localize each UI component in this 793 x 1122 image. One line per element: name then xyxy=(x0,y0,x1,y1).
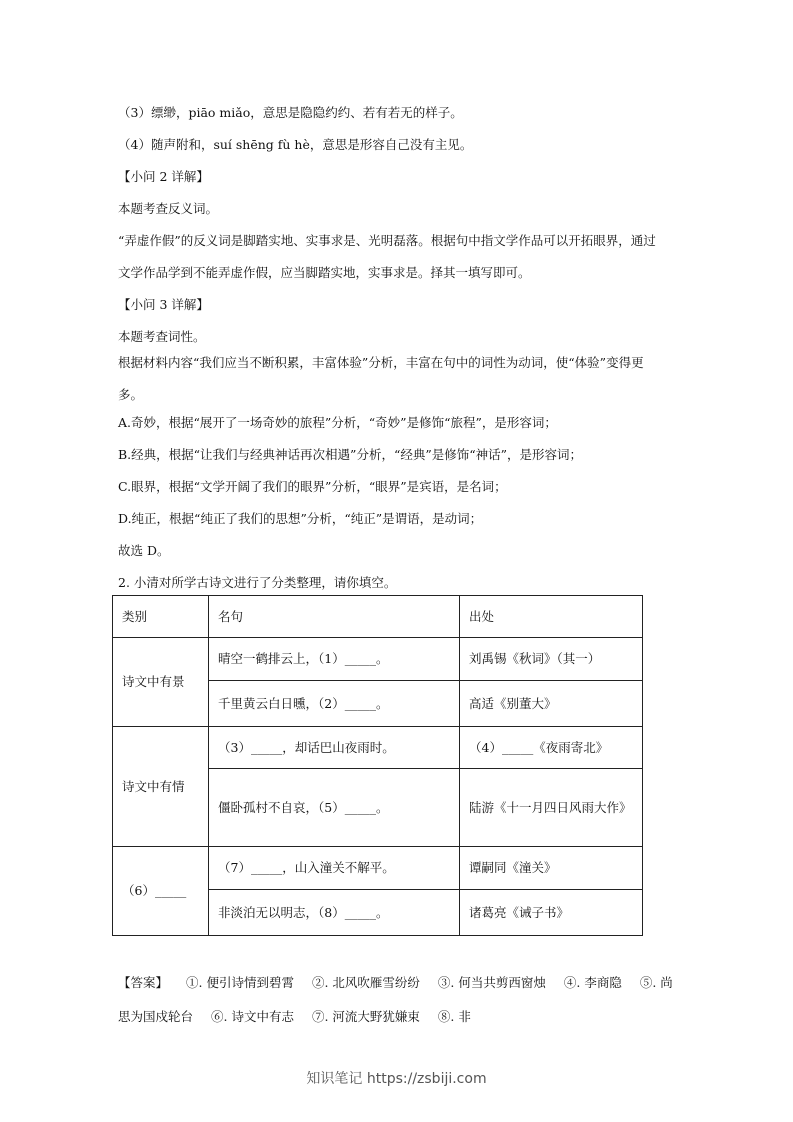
poem-line: （7）_____，山入潼关不解平。 xyxy=(209,847,460,890)
poem-source: 刘禹锡《秋词》（其一） xyxy=(460,638,643,681)
antonym-paragraph: “弄虚作假”的反义词是脚踏实地、实事求是、光明磊落。根据句中指文学作品可以开拓眼界，通过文学作品学到不能弄虚作假，应当脚踏实地，实事求是。择其一填写即可。 xyxy=(118,233,656,280)
poem-line: 千里黄云白日曛，（2）_____。 xyxy=(209,681,460,727)
table-header-row xyxy=(113,596,643,638)
answer-item: ④. 李商隐 xyxy=(563,975,622,990)
table-row xyxy=(113,638,643,681)
line-3-piaomiao: （3）缥缈，piāo miǎo，意思是隐隐约约、若有若无的样子。 xyxy=(118,105,463,120)
poem-source: 陆游《十一月四日风雨大作》 xyxy=(460,769,643,847)
poem-source: 高适《别董大》 xyxy=(460,681,643,727)
poem-line: 僵卧孤村不自哀，（5）_____。 xyxy=(209,769,460,847)
part-of-speech-paragraph: 根据材料内容“我们应当不断积累，丰富体验”分析，丰富在句中的词性为动词，使“体验”变得更多。 xyxy=(118,355,644,402)
option-b: B.经典，根据“让我们与经典神话再次相遇”分析，“经典”是修饰“神话”，是形容词； xyxy=(118,447,583,462)
poem-line: （3）_____，却话巴山夜雨时。 xyxy=(209,727,460,769)
poem-line: 非淡泊无以明志，（8）_____。 xyxy=(209,890,460,936)
category-scenery: 诗文中有景 xyxy=(113,638,209,727)
header-category: 类别 xyxy=(113,596,209,638)
answer-item: ②. 北风吹雁雪纷纷 xyxy=(311,975,420,990)
category-emotion: 诗文中有情 xyxy=(113,727,209,847)
option-d: D.纯正，根据“纯正了我们的思想”分析，“纯正”是谓语，是动词； xyxy=(118,511,483,526)
option-a: A.奇妙，根据“展开了一场奇妙的旅程”分析，“奇妙”是修饰“旅程”，是形容词； xyxy=(118,415,557,430)
answer-item: ⑥. 诗文中有志 xyxy=(211,1009,294,1024)
poem-source: 诸葛亮《诫子书》 xyxy=(460,890,643,936)
poetry-classification-table xyxy=(112,595,643,936)
answer-item: ①. 便引诗情到碧霄 xyxy=(186,975,294,990)
answer-item: ③. 何当共剪西窗烛 xyxy=(437,975,546,990)
conclusion: 故选 D。 xyxy=(118,543,170,558)
answer-label: 【答案】 xyxy=(118,975,169,990)
option-c: C.眼界，根据“文学开阔了我们的眼界”分析，“眼界”是宾语，是名词； xyxy=(118,479,507,494)
poem-line: 晴空一鹤排云上，（1）_____。 xyxy=(209,638,460,681)
question-2-text: 2. 小清对所学古诗文进行了分类整理，请你填空。 xyxy=(118,575,397,590)
answer-item: ⑦. 河流大野犹嫌束 xyxy=(311,1009,420,1024)
answer-block xyxy=(118,966,678,1034)
line-4-suishengfuhe: （4）随声附和，suí shēng fù hè，意思是形容自己没有主见。 xyxy=(118,137,473,152)
q3-topic: 本题考查词性。 xyxy=(118,329,206,344)
q2-detail-heading: 【小问 2 详解】 xyxy=(118,169,209,184)
poem-source: （4）_____《夜雨寄北》 xyxy=(460,727,643,769)
answer-item: ⑤. 尚思为国戍轮台 xyxy=(118,975,673,1024)
header-source: 出处 xyxy=(460,596,643,638)
answer-item: ⑧. 非 xyxy=(437,1009,471,1024)
category-blank-6: （6）_____ xyxy=(113,847,209,936)
site-watermark-footer: 知识笔记 https://zsbiji.com xyxy=(306,1071,487,1087)
table-row xyxy=(113,847,643,890)
header-famous-line: 名句 xyxy=(209,596,460,638)
poem-source: 谭嗣同《潼关》 xyxy=(460,847,643,890)
q2-topic: 本题考查反义词。 xyxy=(118,201,219,216)
q3-detail-heading: 【小问 3 详解】 xyxy=(118,297,209,312)
table-row xyxy=(113,727,643,769)
